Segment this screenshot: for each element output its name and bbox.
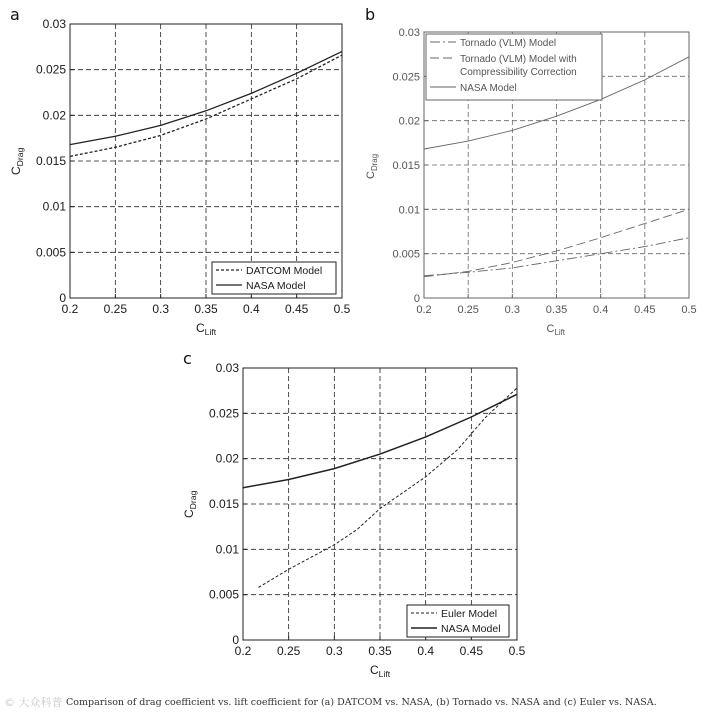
x-tick-label: 0.25	[103, 302, 128, 316]
x-axis-label: $C_{Lift}$	[546, 323, 565, 337]
legend-label-line: Compressibility Correction	[460, 67, 577, 78]
x-axis-label: $C_{Lift}$	[196, 321, 217, 337]
x-tick-label: 0.4	[242, 302, 260, 316]
x-axis-label: $C_{Lift}$	[370, 663, 391, 679]
legend-label-line: Tornado (VLM) Model with	[460, 54, 577, 65]
legend-label: NASA Model	[246, 280, 306, 292]
y-tick-label: 0.02	[215, 451, 239, 466]
y-tick-label: 0.02	[42, 108, 66, 123]
chart-panel-b	[365, 5, 697, 337]
x-tick-label: 0.3	[325, 644, 343, 658]
y-tick-label: 0	[413, 293, 420, 305]
legend-label: NASA Model	[441, 623, 501, 635]
y-tick-label: 0.015	[208, 497, 239, 511]
chart-panel-a	[9, 5, 351, 337]
y-tick-label: 0.02	[398, 115, 420, 128]
y-tick-label: 0	[59, 291, 66, 305]
x-tick-label: 0.4	[417, 644, 435, 658]
x-tick-label: 0.3	[152, 302, 170, 316]
x-tick-label: 0.2	[234, 644, 252, 658]
x-axis-label-subscript: Lift	[554, 328, 565, 337]
y-tick-label: 0.005	[208, 587, 239, 602]
y-tick-label: 0.025	[392, 71, 420, 84]
y-axis-label: $C_{Drag}$	[365, 153, 379, 179]
y-axis-label-subscript: Drag	[15, 147, 25, 167]
x-axis-label-subscript: Lift	[204, 327, 217, 337]
x-tick-label: 0.5	[508, 644, 526, 658]
panel-label: a	[10, 5, 20, 24]
x-tick-label: 0.45	[634, 304, 656, 316]
y-axis-label-subscript: Drag	[188, 490, 198, 510]
x-axis-label-subscript: Lift	[378, 669, 391, 679]
x-tick-label: 0.5	[681, 304, 697, 316]
y-axis-label: $C_{Drag}$	[182, 490, 198, 518]
legend-label: Euler Model	[441, 608, 498, 620]
y-axis-label-subscript: Drag	[370, 153, 379, 172]
y-tick-label: 0.01	[398, 204, 420, 217]
y-tick-label: 0.025	[208, 406, 239, 421]
y-tick-label: 0.03	[398, 27, 420, 39]
chart-panel-c	[182, 349, 526, 679]
legend-label: DATCOM Model	[246, 265, 323, 277]
y-tick-label: 0.03	[42, 17, 66, 31]
x-tick-label: 0.35	[545, 304, 568, 316]
x-tick-label: 0.3	[504, 304, 520, 316]
y-tick-label: 0.015	[392, 160, 420, 172]
y-tick-label: 0.03	[215, 361, 239, 375]
x-tick-label: 0.25	[276, 644, 301, 658]
figure-caption: Comparison of drag coefficient vs. lift coefficient for (a) DATCOM vs. NASA, (b) Tornado vs. NASA and (c) Euler vs. NASA.	[66, 697, 657, 708]
y-axis-label: $C_{Drag}$	[9, 147, 25, 175]
y-tick-label: 0.005	[392, 248, 420, 261]
x-tick-label: 0.4	[593, 304, 609, 316]
y-tick-label: 0.005	[35, 245, 66, 260]
legend-label: Tornado (VLM) Model	[460, 38, 557, 49]
y-tick-label: 0.01	[42, 199, 66, 214]
y-tick-label: 0.01	[215, 542, 239, 557]
series-line	[259, 388, 518, 588]
x-tick-label: 0.35	[194, 302, 218, 316]
legend-label: NASA Model	[460, 83, 517, 94]
x-tick-label: 0.35	[368, 644, 392, 658]
x-tick-label: 0.5	[333, 302, 351, 316]
x-tick-label: 0.2	[416, 304, 432, 316]
x-tick-label: 0.2	[61, 302, 79, 316]
watermark-text: © 大众科普	[4, 696, 63, 709]
y-tick-label: 0	[232, 633, 239, 647]
panel-label: c	[183, 349, 192, 368]
x-tick-label: 0.45	[284, 302, 309, 316]
y-tick-label: 0.025	[35, 62, 66, 77]
x-tick-label: 0.45	[459, 644, 484, 658]
panel-label: b	[365, 5, 376, 24]
y-tick-label: 0.015	[35, 154, 66, 168]
x-tick-label: 0.25	[457, 304, 479, 316]
